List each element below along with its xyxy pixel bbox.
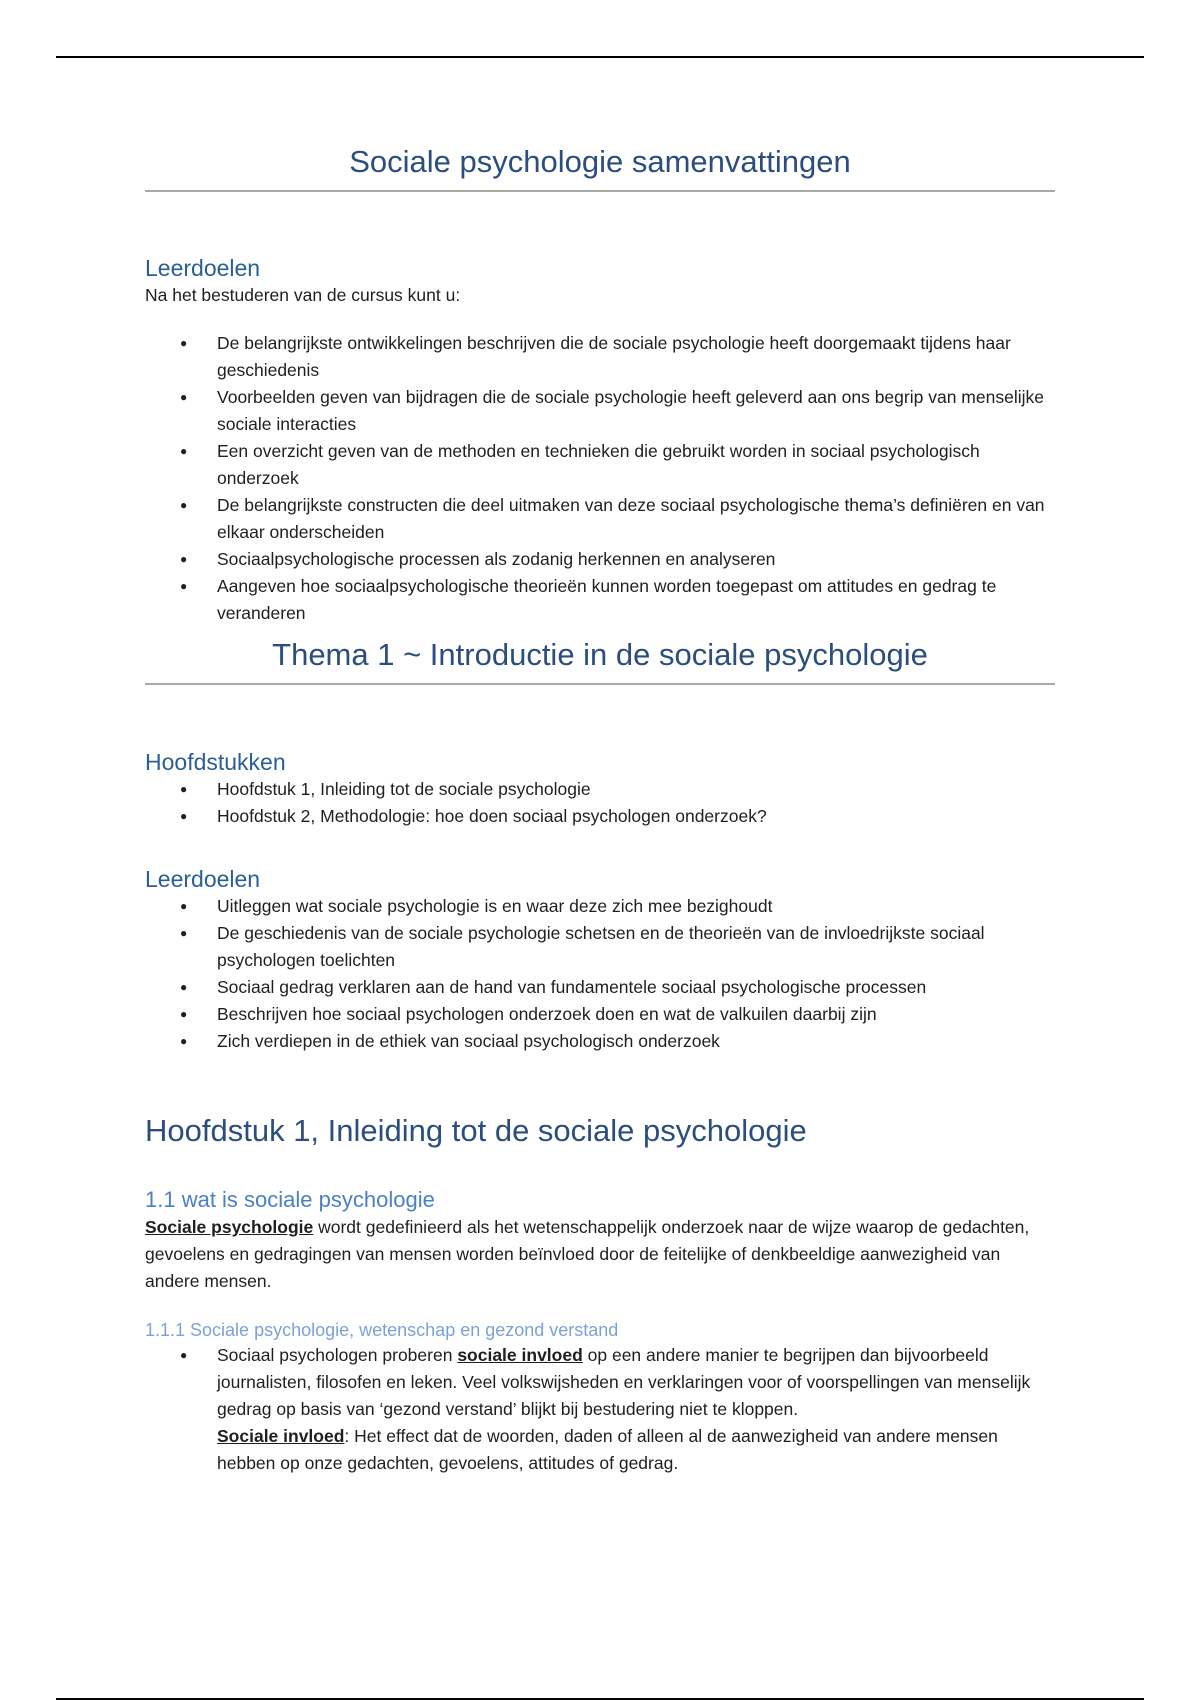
- section-title: 1.1 wat is sociale psychologie: [145, 1187, 435, 1212]
- list-item: ● De belangrijkste constructen die deel uitmaken van deze sociaal psychologische thema’s definiëren en van elkaar onderscheiden: [217, 492, 1055, 546]
- leerdoelen-heading: Leerdoelen: [145, 255, 261, 281]
- section-paragraph: [145, 1214, 1055, 1295]
- list-item: ● Hoofdstuk 1, Inleiding tot de sociale psychologie: [217, 776, 1055, 803]
- page-top-rule: [56, 56, 1144, 58]
- list-item: ● De belangrijkste ontwikkelingen beschrijven die de sociale psychologie heeft doorgemaakt tijdens haar geschiedenis: [217, 330, 1055, 384]
- subsection-title: 1.1.1 Sociale psychologie, wetenschap en gezond verstand: [145, 1320, 619, 1340]
- key-term: Sociale psychologie: [145, 1217, 314, 1237]
- leerdoelen-intro: Na het bestuderen van de cursus kunt u:: [145, 285, 461, 305]
- list-item: ● Uitleggen wat sociale psychologie is en waar deze zich mee bezighoudt: [217, 893, 1055, 920]
- list-item: ● Hoofdstuk 2, Methodologie: hoe doen sociaal psychologen onderzoek?: [217, 803, 1055, 830]
- hoofdstukken-list: [145, 776, 1055, 830]
- chapter-title: Hoofdstuk 1, Inleiding tot de sociale psychologie: [145, 1113, 807, 1148]
- theme-leerdoelen-heading: Leerdoelen: [145, 866, 261, 892]
- list-item: ● Sociaal gedrag verklaren aan de hand van fundamentele sociaal psychologische processen: [217, 974, 1055, 1001]
- paragraph-text: wordt gedefinieerd als het wetenschappelijk onderzoek naar de wijze waarop de gedachten, gevoelens en gedragingen van mensen worden beïnvloed door de feitelijke of denkbeeldige aanwezigheid van andere mensen.: [145, 1217, 1030, 1291]
- bullet-text-before: Sociaal psychologen proberen: [217, 1345, 458, 1365]
- list-item: ● Zich verdiepen in de ethiek van sociaal psychologisch onderzoek: [217, 1028, 1055, 1055]
- key-term: sociale invloed: [457, 1345, 583, 1365]
- definition-term: Sociale invloed: [217, 1426, 345, 1446]
- hoofdstukken-heading: Hoofdstukken: [145, 749, 286, 775]
- list-item: ● Beschrijven hoe sociaal psychologen onderzoek doen en wat de valkuilen daarbij zijn: [217, 1001, 1055, 1028]
- bullet-text-after: op een andere manier te begrijpen dan bijvoorbeeld journalisten, filosofen en leken. Veel volkswijsheden en verklaringen voor of voorspellingen van menselijk gedrag op basis van ‘gezond verstand’ blijkt bij bestudering niet te kloppen.: [217, 1345, 1031, 1419]
- document-title: Sociale psychologie samenvattingen: [145, 142, 1055, 192]
- list-item: ● Voorbeelden geven van bijdragen die de sociale psychologie heeft geleverd aan ons begrip van menselijke sociale interacties: [217, 384, 1055, 438]
- list-item: ● Een overzicht geven van de methoden en technieken die gebruikt worden in sociaal psychologisch onderzoek: [217, 438, 1055, 492]
- subsection-list: [145, 1342, 1055, 1477]
- definition-text: : Het effect dat de woorden, daden of alleen al de aanwezigheid van andere mensen hebben op onze gedachten, gevoelens, attitudes of gedrag.: [217, 1426, 998, 1473]
- list-item: [217, 1342, 1055, 1477]
- list-item: ● Aangeven hoe sociaalpsychologische theorieën kunnen worden toegepast om attitudes en gedrag te veranderen: [217, 573, 1055, 627]
- list-item: ● Sociaalpsychologische processen als zodanig herkennen en analyseren: [217, 546, 1055, 573]
- list-item: ● De geschiedenis van de sociale psychologie schetsen en de theorieën van de invloedrijkste sociaal psychologen toelichten: [217, 920, 1055, 974]
- theme-leerdoelen-list: [145, 893, 1055, 1055]
- leerdoelen-list: [145, 330, 1055, 627]
- theme-title: Thema 1 ~ Introductie in de sociale psychologie: [145, 635, 1055, 685]
- document-page: [145, 142, 1055, 1477]
